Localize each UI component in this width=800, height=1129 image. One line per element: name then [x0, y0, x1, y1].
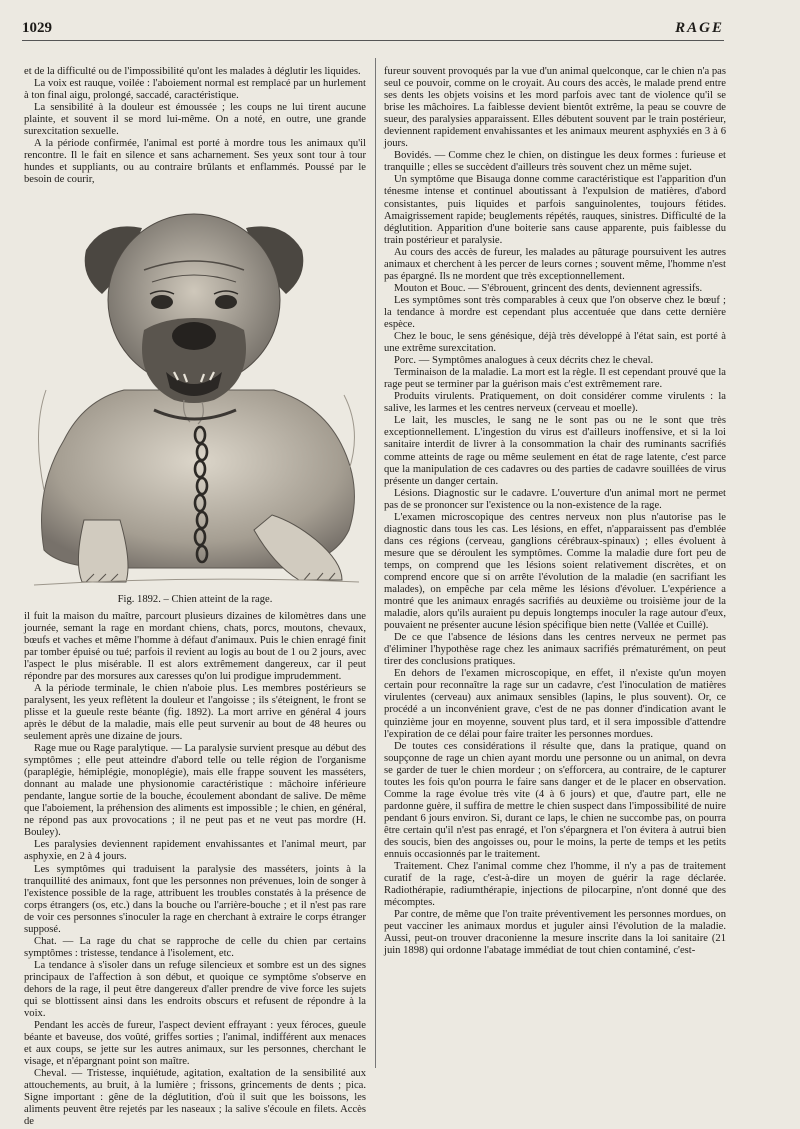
paragraph: Rage mue ou Rage paralytique. — La paralysie survient presque au début des symptômes ; elle peut atteindre d'abord telle ou telle région de l'organisme (paraplégie, hémiplégie, monoplégie), mais elle frappe souvent les masséters, donnant au malade une physionomie caractéristique : mâchoire inférieure pendante, langue sortie de la bouche, écoulement abondant de salive. De même que l'aboiement, la préhension des aliments est impossible ; le chien, en général, ne répond pas aux provocations ; il ne peut pas et ne veut pas mordre (H. Bouley). — [24, 743, 366, 839]
paragraph: fureur souvent provoqués par la vue d'un animal quelconque, car le chien n'a pas seul ce pouvoir, comme on le croyait. Au cours des accès, le malade prend entre ses dents les objets voisins et les mord parfois avec tant de violence qu'il se brise les mâchoires. La faiblesse devient bientôt extrême, la peau se couvre de sueur, des paralysies apparaissent. Elles débutent souvent par le train postérieur, deviennent rapidement envahissantes et les animaux meurent asphyxiés en 3 à 6 jours. — [384, 66, 726, 150]
running-title: RAGE — [675, 20, 724, 36]
left-column — [24, 66, 366, 1129]
header-rule — [22, 40, 724, 41]
paragraph: Bovidés. — Comme chez le chien, on distingue les deux formes : furieuse et tranquille ; elles se succèdent d'ailleurs très souvent chez un même sujet. — [384, 150, 726, 174]
paragraph: Les paralysies deviennent rapidement envahissantes et l'animal meurt, par asphyxie, en 2 à 4 jours. — [24, 839, 366, 863]
page-number: 1029 — [22, 20, 52, 36]
paragraph: Chat. — La rage du chat se rapproche de celle du chien par certains symptômes : tristesse, tendance à l'isolement, etc. — [24, 935, 366, 959]
figure-caption: Fig. 1892. – Chien atteint de la rage. — [117, 594, 273, 606]
paragraph: et de la difficulté ou de l'impossibilité qu'ont les malades à déglutir les liquides. — [24, 66, 361, 77]
paragraph: A la période terminale, le chien n'aboie plus. Les membres postérieurs se paralysent, les yeux reflètent la douleur et l'angoisse ; ils s'éteignent, le front se plisse et la gueule reste béante (fig. 1892). La mort arrive en général 4 jours après le début de la maladie, mais elle peut survenir au bout de 48 heures ou seulement après une dizaine de jours. — [24, 682, 366, 742]
paragraph: La tendance à s'isoler dans un refuge silencieux et sombre est un des signes principaux de l'affection à son début, et quoique ce symptôme s'observe en dehors de la rage, il peut être dangereux d'aller prendre de vive force les sujets qui se blottissent ainsi dans les endroits obscurs et refusent de répondre à la voix. — [24, 959, 366, 1020]
paragraph: Les symptômes sont très comparables à ceux que l'on observe chez le bœuf ; la tendance à mordre est cependant plus accentuée que dans cette dernière espèce. — [384, 294, 726, 330]
paragraph: Un symptôme que Bisauga donne comme caractéristique est l'apparition d'un ténesme intense et continuel aboutissant à l'expulsion de matières, d'abord consistantes, puis liquides et parfois sanguinolentes, toujours fétides. Amaigrissement rapide; beuglements répétés, rauques, sinistres. Difficulté de la déglutition. Apparition d'une boiterie sans cause apparente, puis faiblesse du train postérieur et paralysie. — [384, 174, 726, 246]
paragraph: La voix est rauque, voilée : l'aboiement normal est remplacé par un hurlement à ton final aigu, prolongé, saccadé, caractéristique. — [24, 78, 366, 102]
paragraph: Lésions. Diagnostic sur le cadavre. L'ouverture d'un animal mort ne permet pas de se prononcer sur l'existence ou la non-existence de la rage. — [384, 487, 726, 511]
paragraph: La sensibilité à la douleur est émoussée ; les coups ne lui tirent aucune plainte, et souvent il se mord lui-même. On a noté, en outre, une grande surexcitation sexuelle. — [24, 102, 366, 138]
right-column — [384, 66, 726, 957]
paragraph: Cheval. — Tristesse, inquiétude, agitation, exaltation de la sensibilité aux attouchements, au bruit, à la lumière ; frissons, grincements de dents ; pica. Signe important : gêne de la déglutition, d'où il suit que les boissons, les aliments peuvent être rejetés par les naseaux ; la salive s'écoule en filets. Accès de — [24, 1068, 366, 1128]
paragraph: Pendant les accès de fureur, l'aspect devient effrayant : yeux féroces, gueule béante et baveuse, dos voûté, griffes sorties ; l'animal, indifférent aux menaces et aux coups, se jette sur les autres animaux, sur les personnes, cherchant le visage, et n'épargnant point son maître. — [24, 1020, 366, 1068]
paragraph: De toutes ces considérations il résulte que, dans la pratique, quand on soupçonne de rage un chien ayant mordu une personne ou un animal, on devra se garder de tuer le chien mordeur ; on s'efforcera, au contraire, de le capturer toutes les fois qu'on pourra le faire sans danger et de le placer en observation. Comme la rage évolue très vite (4 à 6 jours) et que, d'autre part, elle ne pardonne guère, il suffira de mettre le chien suspect dans l'impossibilité de nuire pendant 6 jours environ. Si, durant ce laps, le chien ne succombe pas, on pourra être certain qu'il n'est pas enragé, et l'on s'épargnera et l'on évitera à autrui bien des soucis, bien des angoisses ou, pour le moins, la perte de temps et les petits ennuis occasionnés par le traitement. — [384, 740, 726, 861]
paragraph: L'examen microscopique des centres nerveux non plus n'autorise pas le diagnostic dans tous les cas. Les lésions, en effet, n'apparaissent pas d'emblée dans ces régions (cerveau, ganglions cérébraux-spinaux) ; elles évoluent à mesure que se déroulent les symptômes. Comme la maladie dure fort peu de temps, on comprend que les lésions soient relativement discrètes, et on comprend encore que si on arrête l'évolution de la maladie (en sacrifiant les malades), on empêche par cela même les lésions d'évoluer. L'expérience a montré que les animaux enragés sacrifiés au deuxième ou troisième jour de la maladie, alors qu'ils auraient pu depuis longtemps inoculer la rage autour d'eux, pouvaient ne présenter aucune lésion spécifique bien nette (Vallée et Cuillé). — [384, 511, 726, 632]
paragraph: De ce que l'absence de lésions dans les centres nerveux ne permet pas d'éliminer l'hypothèse rage chez les animaux sacrifiés prématurément, on peut tirer des conclusions pratiques. — [384, 632, 726, 668]
column-divider — [375, 58, 376, 1068]
paragraph: Par contre, de même que l'on traite préventivement les personnes mordues, on peut vacciner les animaux mordus et juguler ainsi l'évolution de la maladie. Aussi, peut-on trouver draconienne la mesure inscrite dans la loi sanitaire (21 juin 1898) qui ordonne l'abatage immédiat de tout chien contaminé, c'est- — [384, 909, 726, 957]
paragraph: Terminaison de la maladie. La mort est la règle. Il est cependant prouvé que la rage peut se terminer par la guérison mais c'est extrêmement rare. — [384, 367, 726, 391]
paragraph: Les symptômes qui traduisent la paralysie des masséters, joints à la tranquillité des animaux, font que les personnes non prévenues, loin de songer à l'existence possible de la rage, attribuent les troubles constatés à la présence de corps étrangers (os, etc.) dans la bouche ou l'arrière-bouche ; et il n'est pas rare de voir ces personnes s'inoculer la rage en cherchant à extraire le corps étranger supposé. — [24, 863, 366, 935]
paragraph: Porc. — Symptômes analogues à ceux décrits chez le cheval. — [394, 355, 654, 367]
paragraph: Mouton et Bouc. — S'ébrouent, grincent des dents, deviennent agressifs. — [394, 282, 703, 294]
figure-rabid-dog — [24, 190, 366, 588]
paragraph: Au cours des accès de fureur, les malades au pâturage poursuivent les autres animaux et cherchent à les percer de leurs cornes ; souvent même, l'homme n'est pas épargné. Ils ne mordent que très exceptionnellement. — [384, 246, 726, 282]
paragraph: Chez le bouc, le sens génésique, déjà très développé à l'état sain, est porté à une extrême surexcitation. — [384, 331, 726, 355]
paragraph: Traitement. Chez l'animal comme chez l'homme, il n'y a pas de traitement curatif de la rage, c'est-à-dire un moyen de guérir la rage déclarée. Radiothérapie, radiumthérapie, injections de pilocarpine, n'ont donné que des mécomptes. — [384, 861, 726, 909]
paragraph: Le lait, les muscles, le sang ne le sont pas ou ne le sont que très exceptionnellement. L'ingestion du virus est d'ailleurs inoffensive, et si la loi sanitaire interdit de livrer à la consommation la chair des ruminants sacrifiés comme atteints de rage ou même seulement en état de rage latente, c'est parce que la manipulation de ces cadavres ou des parties de cadavre souillées de virus présente un danger certain. — [384, 415, 726, 487]
paragraph: A la période confirmée, l'animal est porté à mordre tous les animaux qu'il rencontre. Il le fait en silence et sans acharnement. Ses yeux sont tour à tour hundes et suppliants, ou au contraire brûlants et enflammés. Poussé par le besoin de courir, — [24, 138, 366, 186]
paragraph: Produits virulents. Pratiquement, on doit considérer comme virulents : la salive, les larmes et les centres nerveux (cerveau et moelle). — [384, 391, 726, 415]
paragraph: il fuit la maison du maître, parcourt plusieurs dizaines de kilomètres dans une journée, semant la rage en mordant chiens, chats, porcs, moutons, chevaux, bœufs et vaches et même l'homme à défaut d'animaux. Puis le chien enragé finit par tomber épuisé ou tué; parfois il revient au logis au bout de 1 ou 2 jours, avec l'aspect le plus misérable. Il est alors extrêmement dangereux, car il peut répondre par des morsures aux caresses qu'on lui prodigue imprudemment. — [24, 610, 366, 682]
paragraph: En dehors de l'examen microscopique, en effet, il n'existe qu'un moyen certain pour reconnaître la rage sur un cadavre, c'est l'inoculation de matières virulentes (cerveau) aux animaux sensibles (lapins, le plus souvent). Or, ce procédé a un inconvénient grave, c'est de ne pas donner d'indication avant le quinzième jour en moyenne, souvent plus tard, et il sera impossible d'attendre l'expiration de ce délai pour faire traiter les personnes mordues. — [384, 668, 726, 740]
